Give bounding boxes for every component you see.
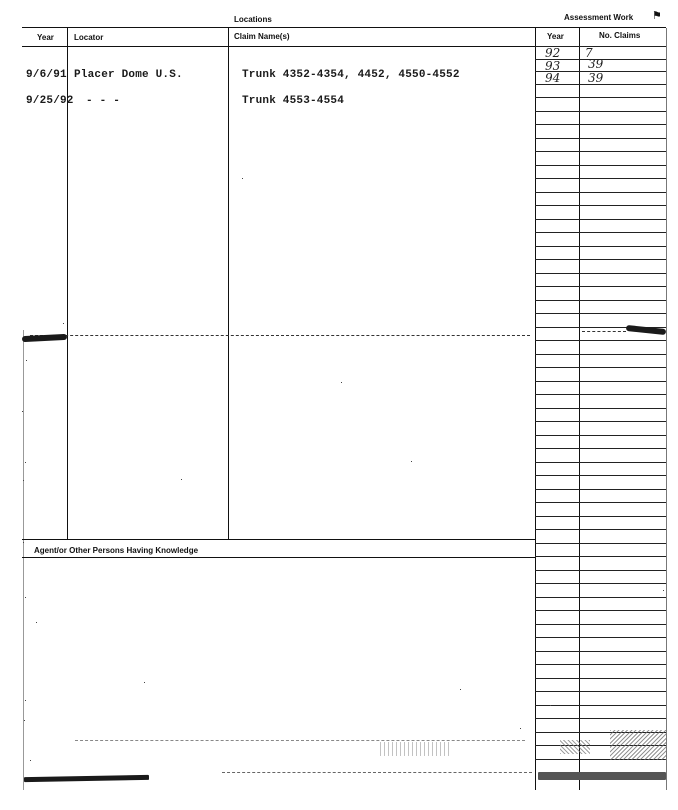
aw-ruled-line: [535, 651, 666, 652]
scan-speck: [30, 760, 31, 761]
header-bottom-rule: [22, 46, 536, 47]
aw-ruled-line: [535, 381, 666, 382]
aw-ruled-line: [535, 138, 666, 139]
aw-ruled-line: [535, 394, 666, 395]
aw-ruled-line: [535, 475, 666, 476]
aw-ruled-line: [535, 300, 666, 301]
aw-row-1-claims: 7: [585, 46, 593, 60]
location-row-2-locator: - - -: [86, 95, 121, 107]
aw-ruled-line: [535, 543, 666, 544]
aw-ruled-line: [535, 313, 666, 314]
ink-smudge-left: [22, 334, 67, 342]
scan-speck: [24, 720, 25, 721]
aw-ruled-line: [535, 232, 666, 233]
aw-ruled-line: [535, 259, 666, 260]
location-row-1-claims: Trunk 4352-4354, 4452, 4550-4552: [242, 69, 460, 81]
scan-speck: [22, 411, 23, 412]
scan-speck: [663, 590, 664, 591]
aw-ruled-line: [535, 178, 666, 179]
col-divider-aw-right: [666, 28, 667, 790]
aw-ruled-line: [535, 597, 666, 598]
aw-ruled-line: [535, 340, 666, 341]
bottom-right-scan-edge: [538, 772, 666, 780]
scan-speck: [181, 479, 182, 480]
scan-speck: [242, 178, 243, 179]
aw-ruled-line: [535, 718, 666, 719]
aw-ruled-line: [535, 421, 666, 422]
scan-speck: [550, 705, 551, 706]
left-margin-line: [23, 330, 24, 790]
aw-year-column-header: Year: [547, 32, 564, 41]
aw-ruled-line: [535, 408, 666, 409]
aw-ruled-line: [535, 556, 666, 557]
bottom-dash-2: [222, 772, 532, 773]
locations-header: Locations: [234, 15, 272, 24]
bottom-dash-1: [75, 740, 525, 741]
assessment-work-ruled-lines: [535, 0, 666, 810]
scan-speck: [23, 480, 24, 481]
aw-ruled-line: [535, 624, 666, 625]
aw-ruled-line: [535, 610, 666, 611]
col-divider-locator-claims: [228, 28, 229, 539]
aw-ruled-line: [535, 192, 666, 193]
location-row-1-locator: Placer Dome U.S.: [74, 69, 183, 81]
aw-ruled-line: [535, 637, 666, 638]
bottom-scan-edge: [24, 775, 149, 782]
locator-column-header: Locator: [74, 33, 104, 42]
assessment-work-header: Assessment Work: [564, 13, 634, 22]
scan-speck: [520, 728, 521, 729]
aw-ruled-line: [535, 97, 666, 98]
aw-ruled-line: [535, 502, 666, 503]
scan-speck: [23, 542, 24, 543]
aw-ruled-line: [535, 111, 666, 112]
aw-ruled-line: [535, 205, 666, 206]
scan-speck: [26, 360, 27, 361]
location-row-2-claims: Trunk 4553-4554: [242, 95, 345, 107]
noise-block-2: [560, 740, 590, 754]
aw-ruled-line: [535, 529, 666, 530]
aw-ruled-line: [535, 448, 666, 449]
aw-ruled-line: [535, 516, 666, 517]
agent-header-rule: [22, 557, 536, 558]
aw-ruled-line: [535, 435, 666, 436]
aw-ruled-line: [535, 246, 666, 247]
ink-mark-icon: ⚑: [652, 10, 662, 22]
aw-row-2-claims: 39: [588, 57, 604, 71]
scan-speck: [341, 382, 342, 383]
claim-names-column-header: Claim Name(s): [234, 32, 290, 41]
aw-row-3-claims: 39: [588, 71, 604, 85]
aw-no-claims-column-header: No. Claims: [599, 31, 641, 40]
aw-ruled-line: [535, 367, 666, 368]
locations-bottom-rule: [22, 539, 536, 540]
aw-ruled-line: [535, 691, 666, 692]
aw-ruled-line: [535, 219, 666, 220]
scan-speck: [63, 323, 64, 324]
scan-speck: [460, 689, 461, 690]
aw-ruled-line: [535, 151, 666, 152]
aw-ruled-line: [535, 570, 666, 571]
year-column-header: Year: [37, 33, 54, 42]
aw-ruled-line: [535, 678, 666, 679]
aw-ruled-line: [535, 124, 666, 125]
scan-speck: [411, 461, 412, 462]
location-row-1-year: 9/6/91: [26, 69, 67, 81]
aw-row-1-year: 92: [545, 46, 561, 60]
scan-speck: [25, 700, 26, 701]
scan-speck: [25, 597, 26, 598]
noise-block-3: [610, 730, 666, 760]
aw-ruled-line: [535, 664, 666, 665]
scan-speck: [144, 682, 145, 683]
aw-ruled-line: [535, 489, 666, 490]
aw-ruled-line: [535, 273, 666, 274]
scan-speck: [36, 622, 37, 623]
aw-ruled-line: [535, 354, 666, 355]
aw-row-2-year: 93: [545, 59, 561, 73]
fold-line-aw: [582, 331, 626, 332]
noise-block-1: [380, 742, 450, 756]
aw-ruled-line: [535, 462, 666, 463]
aw-ruled-line: [535, 286, 666, 287]
location-row-2-year: 9/25/92: [26, 95, 74, 107]
scan-speck: [25, 462, 26, 463]
agent-knowledge-header: Agent/or Other Persons Having Knowledge: [34, 546, 199, 555]
aw-ruled-line: [535, 165, 666, 166]
aw-row-3-year: 94: [545, 71, 561, 85]
aw-ruled-line: [535, 583, 666, 584]
fold-line: [30, 335, 530, 336]
aw-ruled-line: [535, 705, 666, 706]
